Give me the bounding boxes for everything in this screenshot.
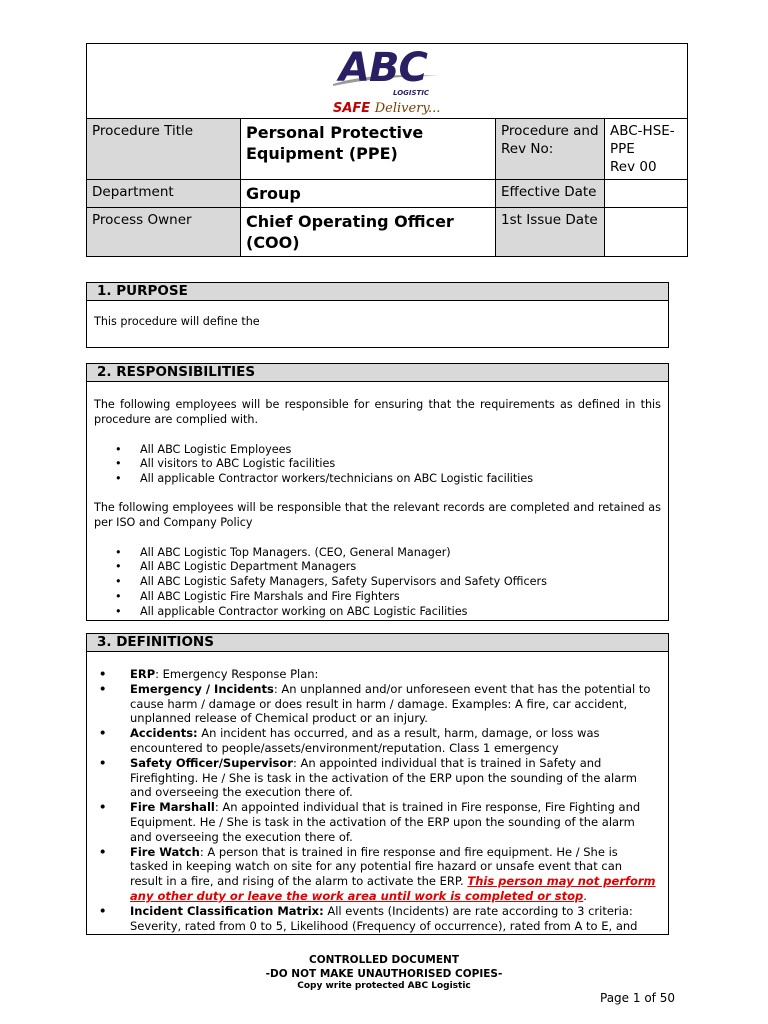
- department-value: Group: [241, 180, 496, 208]
- rev-value: Rev 00: [610, 159, 657, 175]
- footer-controlled-document: CONTROLLED DOCUMENT: [309, 954, 459, 966]
- definition-term: Fire Watch: [130, 844, 200, 859]
- procedure-rev-label: Procedure and Rev No:: [496, 119, 605, 180]
- logo-cell: [87, 44, 688, 119]
- footer-copyright: Copy write protected ABC Logistic: [297, 981, 471, 991]
- definition-emphasis: This person may not perform any other duty or leave the work area until work is completed or stop: [130, 874, 656, 903]
- process-owner-label: Process Owner: [87, 208, 241, 257]
- document-header-table: [86, 43, 688, 257]
- list-item: • All ABC Logistic Fire Marshals and Fire Fighters: [94, 590, 661, 605]
- effective-date-label: Effective Date: [496, 180, 605, 208]
- definitions-section: [86, 633, 669, 935]
- definition-item: [94, 756, 656, 800]
- definition-item: [94, 904, 656, 934]
- definition-item: • Fire Watch: A person that is trained in fire response and fire equipment. He / She is tasked in keeping watch on site for any potential fire hazard or unsafe event that can result in a fire, and rising of the alarm to activate the ERP. This person may not perform any other duty or leave the work area until work is completed or stop.: [94, 845, 656, 904]
- definition-term: Accidents:: [130, 726, 198, 741]
- definitions-heading: 3. DEFINITIONS: [87, 634, 668, 652]
- definition-text: : An appointed individual that is trained in Fire response, Fire Fighting and Equipment. He / She is task in the activation of the ERP upon the sounding of the alarm and overseeing the execution there of.: [130, 800, 641, 844]
- logo-sub-text: LOGISTIC: [393, 89, 430, 97]
- definition-term: Safety Officer/Supervisor: [130, 755, 293, 770]
- responsibilities-list-1: [94, 443, 661, 487]
- purpose-text: This procedure will define the: [94, 315, 260, 328]
- procedure-rev-cell: [605, 119, 688, 180]
- list-item: • All visitors to ABC Logistic facilities: [94, 457, 661, 472]
- definition-text: All events (Incidents) are rate according to 3 criteria: Severity, rated from 0 to 5, Likelihood (Frequency of occurrence), rated from A to E, and: [130, 903, 638, 933]
- list-item: • All ABC Logistic Department Managers: [94, 560, 661, 575]
- definition-item: [94, 667, 656, 682]
- definition-term: Fire Marshall: [130, 800, 215, 815]
- definition-term: Incident Classification Matrix:: [130, 903, 324, 918]
- first-issue-date-value: [605, 208, 688, 257]
- definition-text: An incident has occurred, and as a result, harm, damage, or loss was encountered to people/assets/environment/reputation. Class 1 emergency: [130, 726, 600, 755]
- definition-text: : An appointed individual that is trained in Safety and Firefighting. He / She is task in the activation of the ERP upon the sounding of the alarm and overseeing the execution there of.: [130, 755, 638, 800]
- company-logo: [331, 46, 451, 118]
- logo-abc-text: ABC: [339, 45, 427, 91]
- list-item: • All ABC Logistic Employees: [94, 443, 661, 458]
- procedure-title-value: Personal Protective Equipment (PPE): [241, 119, 496, 180]
- definition-text: : A person that is trained in fire response and fire equipment. He / She is tasked in keeping watch on site for any potential fire hazard or unsafe event that can result in a fire, and rising of the alarm to activate the ERP.: [130, 844, 623, 889]
- procedure-rev-value: ABC-HSE-PPE: [610, 123, 675, 157]
- logo-tag-safe: SAFE: [333, 101, 371, 116]
- purpose-section: [86, 282, 669, 348]
- definition-term: ERP: [130, 667, 156, 681]
- list-item: • All ABC Logistic Safety Managers, Safety Supervisors and Safety Officers: [94, 575, 661, 590]
- definitions-list: [94, 667, 656, 933]
- purpose-heading: 1. PURPOSE: [87, 283, 668, 301]
- responsibilities-list-2: [94, 546, 661, 620]
- definition-text: : Emergency Response Plan:: [155, 667, 319, 681]
- list-item: • All applicable Contractor working on ABC Logistic Facilities: [94, 605, 661, 620]
- logo-tagline: [333, 100, 440, 118]
- responsibilities-heading: 2. RESPONSIBILITIES: [87, 364, 668, 382]
- logo-tag-rest: Delivery...: [374, 101, 441, 116]
- procedure-title-label: Procedure Title: [87, 119, 241, 180]
- definition-text: : An unplanned and/or unforeseen event that has the potential to cause harm / damage or does result in harm / damage. Examples: A fire, car accident, unplanned release of Chemical product or an injury.: [130, 681, 651, 726]
- page-number: Page 1 of 50: [600, 991, 675, 1005]
- responsibilities-section: [86, 363, 669, 621]
- definition-item: [94, 682, 656, 726]
- responsibilities-intro-2: The following employees will be responsible that the relevant records are completed and retained as per ISO and Company Policy: [94, 500, 661, 529]
- department-label: Department: [87, 180, 241, 208]
- footer-no-copies: -DO NOT MAKE UNAUTHORISED COPIES-: [265, 968, 503, 980]
- process-owner-value: Chief Operating Officer (COO): [241, 208, 496, 257]
- definition-item: [94, 726, 656, 756]
- first-issue-date-label: 1st Issue Date: [496, 208, 605, 257]
- effective-date-value: [605, 180, 688, 208]
- definition-term: Emergency / Incidents: [130, 681, 274, 696]
- responsibilities-intro-1: The following employees will be responsible for ensuring that the requirements as defined in this procedure are complied with.: [94, 398, 661, 426]
- list-item: • All ABC Logistic Top Managers. (CEO, General Manager): [94, 546, 661, 561]
- list-item: • All applicable Contractor workers/technicians on ABC Logistic facilities: [94, 472, 661, 487]
- definition-item: [94, 800, 656, 844]
